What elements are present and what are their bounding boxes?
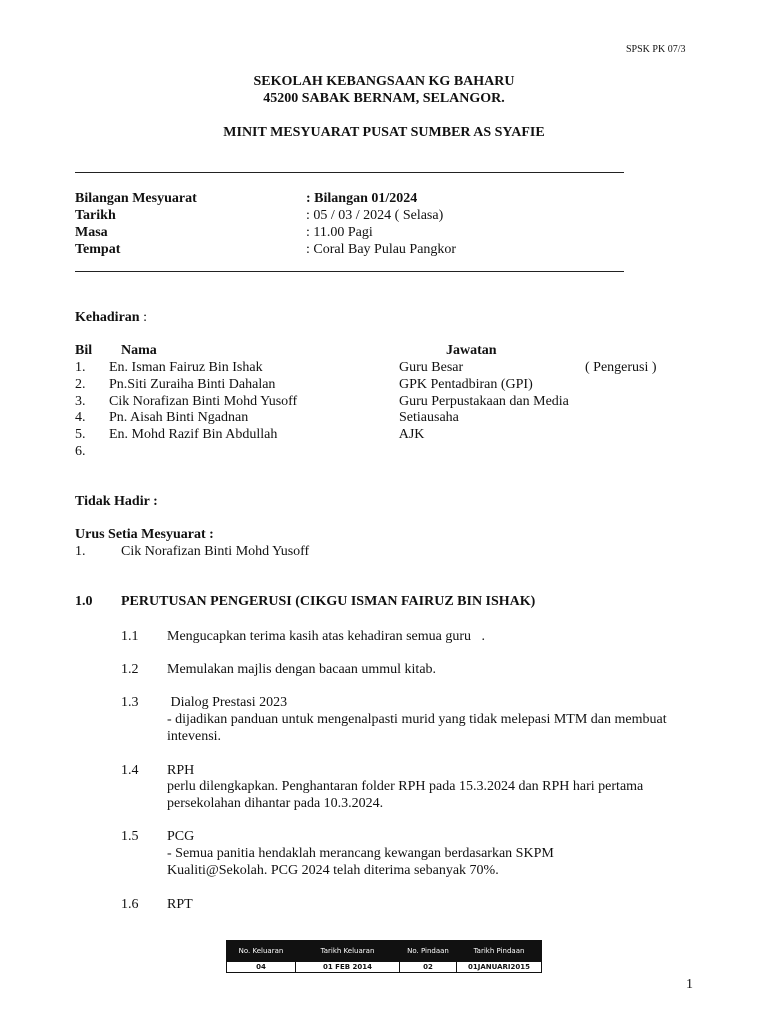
item-body: - Semua panitia hendaklah merancang kewangan berdasarkan SKPM Kualiti@Sekolah. PCG 2024 telah diterima sebanyak 70%.	[167, 846, 554, 878]
revision-value-cell: 02	[400, 962, 457, 973]
revision-header-cell: Tarikh Keluaran	[296, 941, 400, 962]
school-address: 45200 SABAK BERNAM, SELANGOR.	[263, 91, 505, 106]
attendee-no: 4.	[75, 410, 86, 425]
revision-header-cell: No. Keluaran	[227, 941, 296, 962]
item-title: RPH	[167, 763, 195, 778]
divider-top	[75, 172, 624, 173]
attendee-name: Pn.Siti Zuraiha Binti Dahalan	[109, 377, 276, 392]
attendee-no: 2.	[75, 377, 86, 392]
item-number: 1.5	[121, 829, 139, 844]
venue-label: Tempat	[75, 242, 121, 257]
venue-value: : Coral Bay Pulau Pangkor	[306, 242, 457, 257]
meeting-number-value: : Bilangan 01/2024	[306, 191, 418, 206]
item-body: - dijadikan panduan untuk mengenalpasti murid yang tidak melepasi MTM dan membuat intevensi.	[167, 712, 667, 744]
col-nama-header: Nama	[121, 343, 157, 358]
revision-header-row	[227, 941, 542, 962]
section-number: 1.0	[75, 594, 93, 609]
attendee-no: 3.	[75, 394, 86, 409]
attendee-note: ( Pengerusi )	[585, 360, 657, 375]
meeting-number-label: Bilangan Mesyuarat	[75, 191, 197, 206]
divider-bottom	[75, 271, 624, 272]
section-title: PERUTUSAN PENGERUSI (CIKGU ISMAN FAIRUZ BIN ISHAK)	[121, 594, 536, 609]
item-title: RPT	[167, 897, 193, 912]
revision-value-cell: 04	[227, 962, 296, 973]
secretariat-no: 1.	[75, 544, 86, 559]
item-body: perlu dilengkapkan. Penghantaran folder RPH pada 15.3.2024 dan RPH hari pertama persekolahan dihantar pada 10.3.2024.	[167, 779, 644, 811]
attendance-heading	[75, 309, 147, 326]
revision-table	[226, 940, 542, 973]
revision-value-cell: 01 FEB 2014	[296, 962, 400, 973]
col-jawatan-header: Jawatan	[446, 343, 497, 358]
attendee-no: 6.	[75, 444, 86, 459]
item-title: Mengucapkan terima kasih atas kehadiran semua guru .	[167, 629, 486, 644]
attendee-name: En. Isman Fairuz Bin Ishak	[109, 360, 263, 375]
school-name: SEKOLAH KEBANGSAAN KG BAHARU	[253, 74, 515, 89]
secretariat-name: Cik Norafizan Binti Mohd Yusoff	[121, 544, 310, 559]
attendance-heading-text: Kehadiran	[75, 310, 140, 325]
absent-heading: Tidak Hadir :	[75, 494, 158, 509]
col-bil-header: Bil	[75, 343, 93, 358]
attendee-name: Pn. Aisah Binti Ngadnan	[109, 410, 249, 425]
time-label: Masa	[75, 225, 108, 240]
attendee-role: Guru Besar	[399, 360, 464, 375]
date-label: Tarikh	[75, 208, 116, 223]
document-code: SPSK PK 07/3	[626, 44, 686, 55]
item-title: Memulakan majlis dengan bacaan ummul kitab.	[167, 662, 437, 677]
revision-header-cell: No. Pindaan	[400, 941, 457, 962]
item-title: PCG	[167, 829, 195, 844]
attendee-name: Cik Norafizan Binti Mohd Yusoff	[109, 394, 298, 409]
attendee-name: En. Mohd Razif Bin Abdullah	[109, 427, 278, 442]
item-number: 1.3	[121, 695, 139, 710]
revision-value-row	[227, 962, 542, 973]
attendee-no: 5.	[75, 427, 86, 442]
revision-value-cell: 01JANUARI2015	[457, 962, 542, 973]
attendee-role: GPK Pentadbiran (GPI)	[399, 377, 533, 392]
item-number: 1.4	[121, 763, 139, 778]
secretariat-heading: Urus Setia Mesyuarat :	[75, 527, 214, 542]
page-number: 1	[686, 977, 693, 992]
item-number: 1.2	[121, 662, 139, 677]
attendee-no: 1.	[75, 360, 86, 375]
revision-header-cell: Tarikh Pindaan	[457, 941, 542, 962]
item-number: 1.6	[121, 897, 139, 912]
attendance-heading-colon: :	[139, 310, 147, 325]
item-title: Dialog Prestasi 2023	[167, 695, 288, 710]
item-number: 1.1	[121, 629, 139, 644]
attendee-role: AJK	[396, 427, 425, 442]
attendee-role: Setiausaha	[399, 410, 459, 425]
document-title: MINIT MESYUARAT PUSAT SUMBER AS SYAFIE	[223, 125, 545, 140]
attendee-role: Guru Perpustakaan dan Media	[399, 394, 569, 409]
time-value: : 11.00 Pagi	[306, 225, 373, 240]
date-value: : 05 / 03 / 2024 ( Selasa)	[306, 208, 444, 223]
